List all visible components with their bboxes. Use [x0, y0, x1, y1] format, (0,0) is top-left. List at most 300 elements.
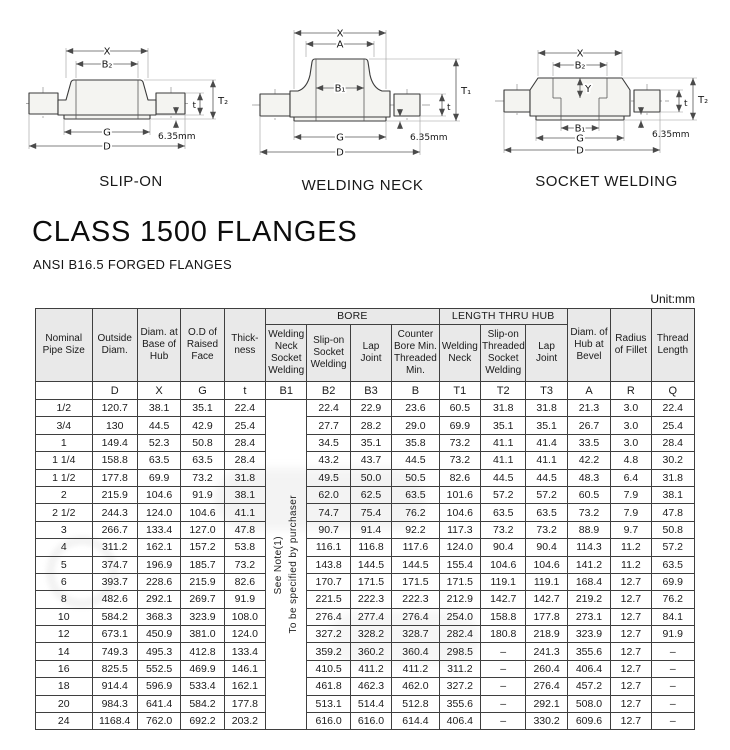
value-cell: 457.2 — [567, 678, 610, 695]
value-cell: 11.2 — [611, 539, 651, 556]
col-header-counter-bore: Counter Bore Min. Threaded Min. — [392, 325, 439, 382]
pipe-size-cell: 2 — [36, 486, 93, 503]
value-cell: 3.0 — [611, 400, 651, 417]
value-cell: 825.5 — [92, 660, 137, 677]
value-cell: 673.1 — [92, 626, 137, 643]
value-cell: 762.0 — [137, 713, 180, 730]
value-cell: 43.2 — [307, 452, 350, 469]
col-header-thread-length: Thread Length — [651, 309, 694, 382]
value-cell: 609.6 — [567, 713, 610, 730]
col-group-bore: BORE — [266, 309, 440, 325]
socket-welding-drawing — [489, 12, 724, 170]
value-cell: 91.9 — [181, 486, 224, 503]
pipe-stub-right — [394, 94, 420, 116]
table-row — [36, 713, 695, 730]
value-cell: 282.4 — [439, 626, 480, 643]
value-cell: 495.3 — [137, 643, 180, 660]
table-header — [36, 309, 695, 400]
value-cell: 25.4 — [651, 417, 694, 434]
raised-face — [64, 115, 150, 119]
col-header-od-of-raised-face: O.D of Raised Face — [181, 309, 224, 382]
table-row — [36, 678, 695, 695]
table-row — [36, 521, 695, 538]
value-cell: 381.0 — [181, 626, 224, 643]
col-header-welding-neck: Welding Neck — [439, 325, 480, 382]
diagram-caption-welding-neck: WELDING NECK — [301, 177, 424, 194]
value-cell: – — [651, 713, 694, 730]
value-cell: – — [651, 678, 694, 695]
value-cell: 155.4 — [439, 556, 480, 573]
dim-t: t — [192, 101, 196, 111]
symbol-cell-b1: B1 — [266, 382, 307, 400]
value-cell: 31.8 — [224, 469, 265, 486]
header-group-row — [36, 309, 695, 325]
value-cell: 90.4 — [481, 539, 526, 556]
value-cell: 38.1 — [224, 486, 265, 503]
value-cell: 120.7 — [92, 400, 137, 417]
value-cell: 12.7 — [611, 626, 651, 643]
value-cell: 219.2 — [567, 591, 610, 608]
value-cell: 41.1 — [481, 452, 526, 469]
value-cell: 22.9 — [350, 400, 391, 417]
pipe-size-cell: 5 — [36, 556, 93, 573]
symbol-row — [36, 382, 695, 400]
symbol-cell-d: D — [92, 382, 137, 400]
col-header-diam-at-base-of-hub: Diam. at Base of Hub — [137, 309, 180, 382]
symbol-cell-r: R — [611, 382, 651, 400]
pipe-size-cell: 3 — [36, 521, 93, 538]
table-row — [36, 452, 695, 469]
value-cell: 914.4 — [92, 678, 137, 695]
title-block — [32, 216, 730, 272]
dim-t: t — [684, 99, 688, 109]
value-cell: 157.2 — [181, 539, 224, 556]
value-cell: 614.4 — [392, 713, 439, 730]
col-group-length-thru-hub: LENGTH THRU HUB — [439, 309, 567, 325]
value-cell: 12.7 — [611, 695, 651, 712]
value-cell: 360.2 — [350, 643, 391, 660]
b1-note-cell — [266, 400, 307, 730]
value-cell: 76.2 — [392, 504, 439, 521]
pipe-size-cell: 12 — [36, 626, 93, 643]
value-cell: 311.2 — [92, 539, 137, 556]
value-cell: 269.7 — [181, 591, 224, 608]
table-row — [36, 660, 695, 677]
value-cell: 146.1 — [224, 660, 265, 677]
symbol-cell-t2: T2 — [481, 382, 526, 400]
value-cell: 482.6 — [92, 591, 137, 608]
value-cell: 355.6 — [567, 643, 610, 660]
value-cell: 116.1 — [307, 539, 350, 556]
value-cell: 228.6 — [137, 573, 180, 590]
dim-g: G — [103, 127, 111, 139]
value-cell: – — [651, 643, 694, 660]
value-cell: 104.6 — [439, 504, 480, 521]
dim-t: t — [447, 103, 451, 113]
table-row — [36, 417, 695, 434]
value-cell: 514.4 — [350, 695, 391, 712]
value-cell: 50.8 — [181, 434, 224, 451]
value-cell: 162.1 — [224, 678, 265, 695]
value-cell: 44.5 — [137, 417, 180, 434]
value-cell: 3.0 — [611, 434, 651, 451]
value-cell: 62.0 — [307, 486, 350, 503]
value-cell: 171.5 — [350, 573, 391, 590]
value-cell: 104.6 — [137, 486, 180, 503]
table-row — [36, 539, 695, 556]
col-header-thickness: Thick-ness — [224, 309, 265, 382]
value-cell: 1168.4 — [92, 713, 137, 730]
value-cell: 12.7 — [611, 660, 651, 677]
value-cell: 512.8 — [392, 695, 439, 712]
value-cell: 462.3 — [350, 678, 391, 695]
value-cell: 73.2 — [181, 469, 224, 486]
value-cell: 119.1 — [481, 573, 526, 590]
value-cell: 360.4 — [392, 643, 439, 660]
value-cell: 327.2 — [439, 678, 480, 695]
value-cell: 244.3 — [92, 504, 137, 521]
value-cell: 53.8 — [224, 539, 265, 556]
table-row — [36, 434, 695, 451]
value-cell: 7.9 — [611, 486, 651, 503]
value-cell: 60.5 — [567, 486, 610, 503]
symbol-cell-x: X — [137, 382, 180, 400]
value-cell: 50.0 — [350, 469, 391, 486]
value-cell: 38.1 — [137, 400, 180, 417]
pipe-stub-left — [29, 93, 58, 114]
value-cell: 35.8 — [392, 434, 439, 451]
pipe-size-cell: 18 — [36, 678, 93, 695]
value-cell: 30.2 — [651, 452, 694, 469]
value-cell: 38.1 — [651, 486, 694, 503]
table-row — [36, 626, 695, 643]
value-cell: 63.5 — [181, 452, 224, 469]
value-cell: 124.0 — [224, 626, 265, 643]
dim-x: X — [336, 28, 344, 40]
value-cell: 410.5 — [307, 660, 350, 677]
pipe-size-cell: 8 — [36, 591, 93, 608]
flange-body — [58, 80, 156, 115]
page-subtitle: ANSI B16.5 FORGED FLANGES — [33, 257, 232, 272]
pipe-size-cell: 1 — [36, 434, 93, 451]
table-row — [36, 608, 695, 625]
dim-raised-face: 6.35mm — [158, 132, 196, 142]
value-cell: 3.0 — [611, 417, 651, 434]
value-cell: 276.4 — [392, 608, 439, 625]
value-cell: 92.2 — [392, 521, 439, 538]
value-cell: 533.4 — [181, 678, 224, 695]
value-cell: 273.1 — [567, 608, 610, 625]
value-cell: 4.8 — [611, 452, 651, 469]
b1-note — [266, 400, 306, 729]
value-cell: 22.4 — [224, 400, 265, 417]
table-row — [36, 556, 695, 573]
value-cell: 57.2 — [651, 539, 694, 556]
unit-label: Unit:mm — [650, 292, 695, 306]
dim-raised-face: 6.35mm — [652, 130, 690, 140]
dim-x: X — [103, 46, 111, 58]
value-cell: 412.8 — [181, 643, 224, 660]
value-cell: 28.4 — [651, 434, 694, 451]
value-cell: 52.3 — [137, 434, 180, 451]
value-cell: 35.1 — [350, 434, 391, 451]
dim-b2: B₂ — [574, 60, 586, 72]
value-cell: 12.7 — [611, 608, 651, 625]
value-cell: 63.5 — [392, 486, 439, 503]
value-cell: 49.5 — [307, 469, 350, 486]
value-cell: 108.0 — [224, 608, 265, 625]
value-cell: 29.0 — [392, 417, 439, 434]
value-cell: 62.5 — [350, 486, 391, 503]
value-cell: 88.9 — [567, 521, 610, 538]
value-cell: 185.7 — [181, 556, 224, 573]
value-cell: 692.2 — [181, 713, 224, 730]
dim-b1: B₁ — [574, 123, 586, 135]
col-header-diam-of-hub-at-bevel: Diam. of Hub at Bevel — [567, 309, 610, 382]
value-cell: 450.9 — [137, 626, 180, 643]
col-header-lap-joint-length: Lap Joint — [526, 325, 567, 382]
value-cell: 584.2 — [92, 608, 137, 625]
value-cell: 34.5 — [307, 434, 350, 451]
value-cell: 91.9 — [651, 626, 694, 643]
value-cell: 60.5 — [439, 400, 480, 417]
dim-a: A — [336, 39, 344, 51]
value-cell: 130 — [92, 417, 137, 434]
value-cell: – — [481, 660, 526, 677]
value-cell: 508.0 — [567, 695, 610, 712]
value-cell: 50.5 — [392, 469, 439, 486]
value-cell: 124.0 — [137, 504, 180, 521]
dim-x: X — [576, 48, 584, 60]
value-cell: 144.5 — [350, 556, 391, 573]
value-cell: 355.6 — [439, 695, 480, 712]
value-cell: 411.2 — [392, 660, 439, 677]
value-cell: 63.5 — [137, 452, 180, 469]
diagram-caption-socket-welding: SOCKET WELDING — [535, 173, 678, 190]
value-cell: 69.9 — [137, 469, 180, 486]
dim-y: Y — [585, 84, 592, 95]
value-cell: 101.6 — [439, 486, 480, 503]
value-cell: 171.5 — [439, 573, 480, 590]
value-cell: 328.7 — [392, 626, 439, 643]
value-cell: 28.4 — [224, 452, 265, 469]
dim-d: D — [103, 141, 111, 153]
table-row — [36, 591, 695, 608]
table-row — [36, 400, 695, 417]
value-cell: 12.7 — [611, 591, 651, 608]
value-cell: 73.2 — [526, 521, 567, 538]
value-cell: – — [651, 660, 694, 677]
value-cell: 298.5 — [439, 643, 480, 660]
value-cell: 406.4 — [439, 713, 480, 730]
value-cell: 75.4 — [350, 504, 391, 521]
value-cell: 215.9 — [92, 486, 137, 503]
value-cell: 117.3 — [439, 521, 480, 538]
value-cell: 276.4 — [307, 608, 350, 625]
value-cell: 221.5 — [307, 591, 350, 608]
value-cell: 143.8 — [307, 556, 350, 573]
value-cell: 328.2 — [350, 626, 391, 643]
pipe-stub-right — [156, 93, 185, 114]
value-cell: 22.4 — [651, 400, 694, 417]
value-cell: 133.4 — [224, 643, 265, 660]
value-cell: 43.7 — [350, 452, 391, 469]
value-cell: 9.7 — [611, 521, 651, 538]
value-cell: 292.1 — [526, 695, 567, 712]
value-cell: 141.2 — [567, 556, 610, 573]
pipe-stub-left — [504, 90, 530, 112]
value-cell: 44.5 — [526, 469, 567, 486]
value-cell: 73.2 — [224, 556, 265, 573]
col-header-outside-diam: Outside Diam. — [92, 309, 137, 382]
value-cell: 406.4 — [567, 660, 610, 677]
pipe-stub-left — [260, 94, 290, 116]
value-cell: 63.5 — [526, 504, 567, 521]
value-cell: 90.4 — [526, 539, 567, 556]
value-cell: 222.3 — [392, 591, 439, 608]
value-cell: 266.7 — [92, 521, 137, 538]
value-cell: 31.8 — [526, 400, 567, 417]
value-cell: 177.8 — [526, 608, 567, 625]
see-note-text: See Note(1) — [273, 535, 285, 594]
value-cell: 74.7 — [307, 504, 350, 521]
value-cell: 177.8 — [224, 695, 265, 712]
value-cell: 218.9 — [526, 626, 567, 643]
value-cell: 277.4 — [350, 608, 391, 625]
symbol-cell-t: t — [224, 382, 265, 400]
value-cell: 180.8 — [481, 626, 526, 643]
table-body — [36, 400, 695, 730]
value-cell: 7.9 — [611, 504, 651, 521]
dim-d: D — [336, 147, 344, 159]
diagram-socket-welding — [489, 12, 724, 194]
value-cell: 241.3 — [526, 643, 567, 660]
value-cell: 91.9 — [224, 591, 265, 608]
value-cell: 142.7 — [481, 591, 526, 608]
col-header-welding-neck-socket-welding: Welding Neck Socket Welding — [266, 325, 307, 382]
value-cell: 616.0 — [350, 713, 391, 730]
pipe-size-cell: 6 — [36, 573, 93, 590]
symbol-cell-q: Q — [651, 382, 694, 400]
value-cell: 73.2 — [567, 504, 610, 521]
value-cell: 47.8 — [651, 504, 694, 521]
value-cell: 69.9 — [651, 573, 694, 590]
value-cell: 462.0 — [392, 678, 439, 695]
dim-t2: T₂ — [698, 95, 709, 106]
value-cell: 177.8 — [92, 469, 137, 486]
value-cell: 82.6 — [224, 573, 265, 590]
table-row — [36, 486, 695, 503]
col-header-slip-on-threaded-socket-welding: Slip-on Threaded Socket Welding — [481, 325, 526, 382]
value-cell: 276.4 — [526, 678, 567, 695]
value-cell: 144.5 — [392, 556, 439, 573]
value-cell: 374.7 — [92, 556, 137, 573]
welding-neck-drawing — [250, 12, 475, 174]
value-cell: 21.3 — [567, 400, 610, 417]
pipe-size-cell: 1 1/4 — [36, 452, 93, 469]
value-cell: 23.6 — [392, 400, 439, 417]
value-cell: 552.5 — [137, 660, 180, 677]
pipe-size-cell: 16 — [36, 660, 93, 677]
pipe-size-cell: 2 1/2 — [36, 504, 93, 521]
value-cell: 254.0 — [439, 608, 480, 625]
value-cell: 41.4 — [526, 434, 567, 451]
value-cell: – — [481, 643, 526, 660]
value-cell: 323.9 — [181, 608, 224, 625]
value-cell: 57.2 — [526, 486, 567, 503]
dim-b2: B₂ — [101, 59, 113, 71]
value-cell: 33.5 — [567, 434, 610, 451]
dim-b1: B₁ — [334, 83, 346, 95]
value-cell: 82.6 — [439, 469, 480, 486]
dim-g: G — [336, 132, 344, 144]
value-cell: 26.7 — [567, 417, 610, 434]
dim-g: G — [576, 133, 584, 145]
value-cell: 50.8 — [651, 521, 694, 538]
value-cell: 170.7 — [307, 573, 350, 590]
table-row — [36, 573, 695, 590]
value-cell: 984.3 — [92, 695, 137, 712]
value-cell: 616.0 — [307, 713, 350, 730]
value-cell: 469.9 — [181, 660, 224, 677]
value-cell: 133.4 — [137, 521, 180, 538]
specified-by-purchaser-text: To be specified by purchaser — [288, 495, 300, 634]
value-cell: 323.9 — [567, 626, 610, 643]
diagrams-row — [0, 0, 730, 194]
value-cell: 292.1 — [137, 591, 180, 608]
pipe-size-cell: 14 — [36, 643, 93, 660]
col-header-lap-joint-bore: Lap Joint — [350, 325, 391, 382]
value-cell: 119.1 — [526, 573, 567, 590]
value-cell: 63.5 — [651, 556, 694, 573]
symbol-cell-t1: T1 — [439, 382, 480, 400]
table-row — [36, 695, 695, 712]
symbol-cell-blank — [36, 382, 93, 400]
value-cell: 44.5 — [481, 469, 526, 486]
value-cell: 25.4 — [224, 417, 265, 434]
value-cell: – — [481, 678, 526, 695]
value-cell: 142.7 — [526, 591, 567, 608]
value-cell: 513.1 — [307, 695, 350, 712]
value-cell: 6.4 — [611, 469, 651, 486]
symbol-cell-b: B — [392, 382, 439, 400]
value-cell: 12.7 — [611, 573, 651, 590]
value-cell: 368.3 — [137, 608, 180, 625]
value-cell: 162.1 — [137, 539, 180, 556]
value-cell: 57.2 — [481, 486, 526, 503]
value-cell: – — [651, 695, 694, 712]
value-cell: 84.1 — [651, 608, 694, 625]
value-cell: 63.5 — [481, 504, 526, 521]
pipe-size-cell: 4 — [36, 539, 93, 556]
value-cell: 90.7 — [307, 521, 350, 538]
diagram-slip-on — [26, 12, 236, 194]
value-cell: 104.6 — [526, 556, 567, 573]
value-cell: 461.8 — [307, 678, 350, 695]
value-cell: 212.9 — [439, 591, 480, 608]
symbol-cell-t3: T3 — [526, 382, 567, 400]
value-cell: 35.1 — [181, 400, 224, 417]
value-cell: 641.4 — [137, 695, 180, 712]
dim-t1: T₁ — [461, 86, 472, 97]
symbol-cell-g: G — [181, 382, 224, 400]
value-cell: 41.1 — [526, 452, 567, 469]
value-cell: 116.8 — [350, 539, 391, 556]
value-cell: 215.9 — [181, 573, 224, 590]
value-cell: 73.2 — [481, 521, 526, 538]
value-cell: 69.9 — [439, 417, 480, 434]
value-cell: 76.2 — [651, 591, 694, 608]
